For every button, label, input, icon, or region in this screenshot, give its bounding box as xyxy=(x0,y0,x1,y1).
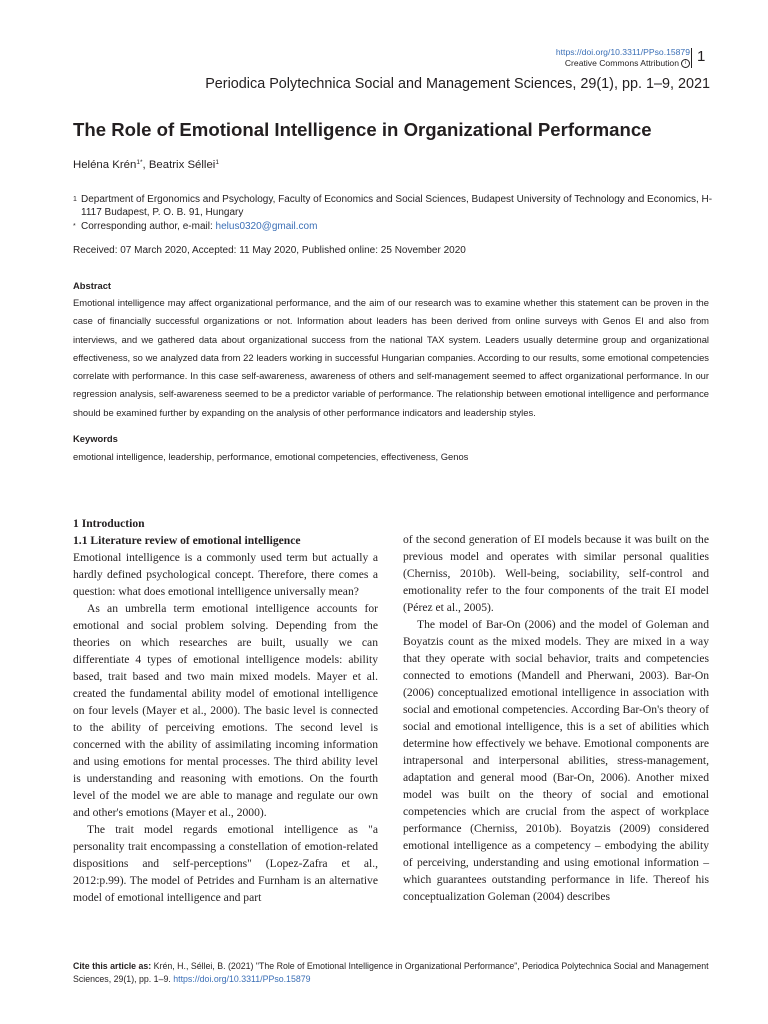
body-column-left xyxy=(73,515,378,906)
header-license-block xyxy=(556,47,690,69)
page-number: 1 xyxy=(697,48,706,65)
abstract-text: Emotional intelligence may affect organizational performance, and the aim of our research was to examine whether this statement can be proven in the case of financially successful organizations or not. Information about leaders has been derived from online surveys with Genos EI and also from interviews, and we gathered data about organizational success from the national TAX system. Leaders usually determine group and organizational effectiveness, so we analyzed data from 22 leaders working in successful Hungarian companies. According to our results, some emotional competencies correlate with performance. In this case self-awareness, awareness of others and self-management seemed to affect organizational performance. In our regression analysis, self-awareness seemed to be a predictor variable of performance. The relationship between emotional intelligence and performance should be examined further by expanding on the analysis of other performance indicators and leadership styles. xyxy=(73,297,709,418)
paragraph: As an umbrella term emotional intelligence accounts for emotional and social problem solving. Depending from the theories on which researches are built, usually we can differentiate 4 types of emotional intelligence models: ability based, trait based and two main mixed models. Mayer et al. created the fundamental ability model of emotional intelligence on four levels (Mayer et al., 2000). The basic level is connected to the ability of perceiving emotions. The second level is concerned with the ability of assimilating incoming information and using emotions for mental processes. The third ability level is understanding and reasoning with emotions. On the fourth level of the model we are able to manage and regulate our own and other's emotions (Mayer et al., 2000). xyxy=(73,602,378,819)
author-name: Heléna Krén xyxy=(73,159,137,171)
citation-footer xyxy=(73,960,709,986)
header-divider xyxy=(691,48,692,68)
keywords-heading: Keywords xyxy=(73,433,118,444)
article-title: The Role of Emotional Intelligence in Organizational Performance xyxy=(73,119,652,140)
abstract-heading: Abstract xyxy=(73,280,112,291)
paragraph: Emotional intelligence is a commonly used term but actually a hardly defined psychological concept. Therefore, there comes a question: what does emotional intelligence universally mean? xyxy=(73,551,378,598)
author-affiliation-mark: 1 xyxy=(215,159,219,166)
journal-name: Periodica Polytechnica Social and Management Sciences, xyxy=(205,76,577,92)
journal-reference xyxy=(205,74,710,94)
corresponding-author-row xyxy=(73,220,713,233)
publication-dates: Received: 07 March 2020, Accepted: 11 May 2020, Published online: 25 November 2020 xyxy=(73,245,466,256)
affiliation-mark: 1 xyxy=(73,196,77,203)
body-column-right xyxy=(403,531,709,905)
paragraph: The model of Bar-On (2006) and the model of Goleman and Boyatzis count as the mixed models. They are mixed in a way that they operate with social behavior, traits and competencies connected to emotions (Mandell and Pherwani, 2003). Bar-On (2006) conceptualized emotional intelligence in association with social and emotional competencies. According Bar-On's theory of social and emotional intelligence, this is a set of abilities which determine how effectively we behave. Emotional components are intrapersonal and interpersonal abilities, stress-management, adaptation and general mood (Bar-On, 2006). Another mixed model was built on the theory of social and emotional competencies which are crucial from the aspect of workplace performance (Cherniss, 2010b). Boyatzis (2009) considered emotional intelligence as a competency – embodying the ability of perceiving, understanding and using emotional information – which guarantees outstanding performance in life. Thereof his conceptualization Goleman (2004) describes xyxy=(403,618,709,903)
affiliation-row xyxy=(73,193,713,220)
paragraph: The trait model regards emotional intelligence as "a personality trait encompassing a constellation of emotion-related dispositions and self-perceptions" (Lopez-Zafra et al., 2012:p.99). The model of Petrides and Furnham is an alternative model of emotional intelligence and part xyxy=(73,823,378,904)
email-link[interactable]: helus0320@gmail.com xyxy=(215,220,318,232)
author-separator: , xyxy=(142,159,149,171)
cc-by-icon: i xyxy=(681,59,690,68)
section-heading: 1 Introduction xyxy=(73,517,145,530)
author-list xyxy=(73,155,219,173)
corresponding-mark: * xyxy=(73,222,76,230)
volume-info: 29(1), pp. 1–9, 2021 xyxy=(576,76,710,92)
citation-label: Cite this article as: xyxy=(73,961,152,971)
citation-text: Krén, H., Séllei, B. (2021) "The Role of Emotional Intelligence in Organizational Performance", Periodica Polytechnica Social and Management Sciences, 29(1), pp. 1–9. xyxy=(73,961,709,984)
subsection-heading: 1.1 Literature review of emotional intelligence xyxy=(73,534,301,547)
license-line xyxy=(556,58,690,69)
keywords-text: emotional intelligence, leadership, performance, emotional competencies, effectiveness, Genos xyxy=(73,451,469,462)
citation-doi-link[interactable]: https://doi.org/10.3311/PPso.15879 xyxy=(173,974,311,984)
author-name: Beatrix Séllei xyxy=(148,159,216,171)
paragraph: of the second generation of EI models because it was built on the previous model and operates with similar personal qualities (Cherniss, 2010b). Well-being, sociability, self-control and emotionality refer to the four components of the trait EI model (Pérez et al., 2005). xyxy=(403,533,709,614)
corresponding-label: Corresponding author, e-mail: xyxy=(81,220,216,232)
affiliation-text: Department of Ergonomics and Psychology, Faculty of Economics and Social Sciences, Budapest University of Technology and Economics, H-1117 Budapest, P. O. B. 91, Hungary xyxy=(81,194,713,219)
affiliations xyxy=(73,193,713,233)
doi-link[interactable]: https://doi.org/10.3311/PPso.15879 xyxy=(555,47,690,57)
author-affiliation-mark: 1* xyxy=(136,159,143,166)
license-text: Creative Commons Attribution xyxy=(564,58,679,68)
